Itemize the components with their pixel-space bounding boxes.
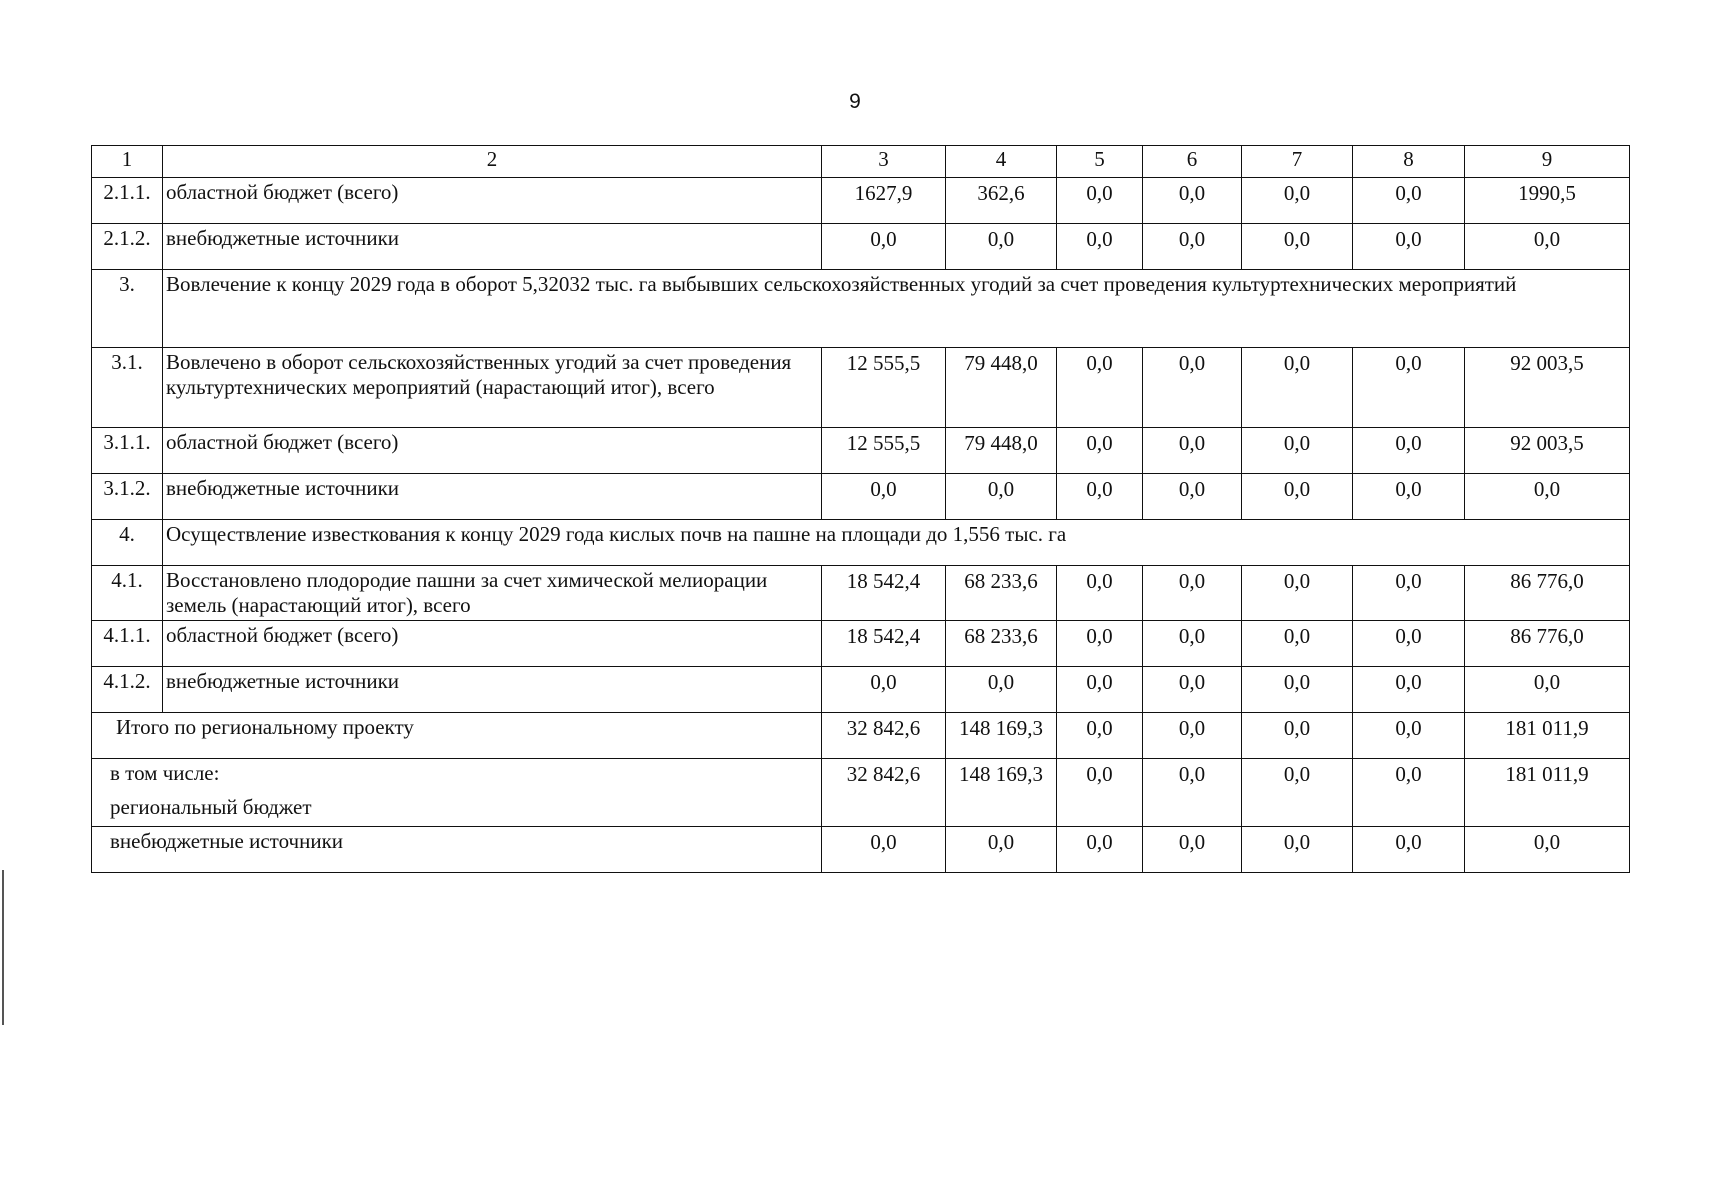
value-cell: 68 233,6 <box>946 566 1057 621</box>
table-row <box>92 348 1630 428</box>
value-cell: 18 542,4 <box>822 566 946 621</box>
total-label <box>92 713 822 759</box>
value-cell: 0,0 <box>946 827 1057 873</box>
value-cell: 0,0 <box>1057 428 1143 474</box>
row-label: внебюджетные источники <box>163 667 822 713</box>
section-row <box>92 520 1630 566</box>
value-cell: 0,0 <box>1143 621 1242 667</box>
value-cell: 0,0 <box>1057 224 1143 270</box>
value-cell: 0,0 <box>1465 827 1630 873</box>
value-cell: 0,0 <box>1242 759 1353 827</box>
section-title: Вовлечение к концу 2029 года в оборот 5,32032 тыс. га выбывших сельскохозяйственных угодий за счет проведения культуртехнических мероприятий <box>163 270 1630 348</box>
value-cell: 0,0 <box>1057 474 1143 520</box>
total-label-text: в том числе: <box>110 761 220 786</box>
row-number: 2.1.1. <box>92 178 163 224</box>
row-number: 3. <box>92 270 163 348</box>
value-cell: 0,0 <box>1465 474 1630 520</box>
row-label: внебюджетные источники <box>163 474 822 520</box>
row-number: 4. <box>92 520 163 566</box>
row-label: областной бюджет (всего) <box>163 178 822 224</box>
total-row <box>92 759 1630 827</box>
value-cell: 0,0 <box>1057 178 1143 224</box>
value-cell: 0,0 <box>1465 667 1630 713</box>
value-cell: 181 011,9 <box>1465 713 1630 759</box>
value-cell: 0,0 <box>1242 713 1353 759</box>
value-cell: 0,0 <box>822 224 946 270</box>
value-cell: 86 776,0 <box>1465 566 1630 621</box>
value-cell: 0,0 <box>1143 827 1242 873</box>
value-cell: 0,0 <box>1057 713 1143 759</box>
value-cell: 362,6 <box>946 178 1057 224</box>
value-cell: 0,0 <box>1143 178 1242 224</box>
value-cell: 0,0 <box>1057 667 1143 713</box>
header-cell-2: 2 <box>163 146 822 178</box>
value-cell: 0,0 <box>1143 224 1242 270</box>
page-number: 9 <box>849 90 861 113</box>
value-cell: 0,0 <box>1242 827 1353 873</box>
value-cell: 0,0 <box>1353 759 1465 827</box>
value-cell: 0,0 <box>1057 348 1143 428</box>
header-row <box>92 146 1630 178</box>
value-cell: 0,0 <box>822 827 946 873</box>
value-cell: 0,0 <box>1242 474 1353 520</box>
total-label <box>92 759 822 827</box>
row-number: 3.1.1. <box>92 428 163 474</box>
value-cell: 0,0 <box>1143 759 1242 827</box>
table-row <box>92 621 1630 667</box>
value-cell: 0,0 <box>1242 667 1353 713</box>
total-row <box>92 713 1630 759</box>
value-cell: 0,0 <box>1242 224 1353 270</box>
header-cell-7: 7 <box>1242 146 1353 178</box>
value-cell: 12 555,5 <box>822 348 946 428</box>
row-number: 3.1.2. <box>92 474 163 520</box>
value-cell: 0,0 <box>1353 428 1465 474</box>
budget-table <box>91 145 1630 873</box>
value-cell: 0,0 <box>1353 224 1465 270</box>
value-cell: 0,0 <box>946 224 1057 270</box>
value-cell: 0,0 <box>1353 566 1465 621</box>
row-label: Вовлечено в оборот сельскохозяйственных угодий за счет проведения культуртехнических мероприятий (нарастающий итог), всего <box>163 348 822 428</box>
value-cell: 0,0 <box>1242 428 1353 474</box>
row-label: Восстановлено плодородие пашни за счет химической мелиорации земель (нарастающий итог), всего <box>163 566 822 621</box>
header-cell-5: 5 <box>1057 146 1143 178</box>
value-cell: 0,0 <box>1143 348 1242 428</box>
value-cell: 86 776,0 <box>1465 621 1630 667</box>
value-cell: 0,0 <box>1242 621 1353 667</box>
value-cell: 68 233,6 <box>946 621 1057 667</box>
header-cell-3: 3 <box>822 146 946 178</box>
value-cell: 32 842,6 <box>822 759 946 827</box>
value-cell: 79 448,0 <box>946 348 1057 428</box>
value-cell: 0,0 <box>1353 667 1465 713</box>
row-label: внебюджетные источники <box>163 224 822 270</box>
value-cell: 0,0 <box>1143 667 1242 713</box>
header-cell-6: 6 <box>1143 146 1242 178</box>
header-cell-1: 1 <box>92 146 163 178</box>
row-number: 3.1. <box>92 348 163 428</box>
total-label <box>92 827 822 873</box>
value-cell: 92 003,5 <box>1465 428 1630 474</box>
table-row <box>92 474 1630 520</box>
value-cell: 0,0 <box>1353 621 1465 667</box>
value-cell: 0,0 <box>1143 474 1242 520</box>
header-cell-8: 8 <box>1353 146 1465 178</box>
value-cell: 92 003,5 <box>1465 348 1630 428</box>
value-cell: 0,0 <box>1242 566 1353 621</box>
value-cell: 0,0 <box>1057 566 1143 621</box>
table-row <box>92 667 1630 713</box>
value-cell: 0,0 <box>946 667 1057 713</box>
header-cell-9: 9 <box>1465 146 1630 178</box>
value-cell: 0,0 <box>1242 178 1353 224</box>
value-cell: 0,0 <box>1143 713 1242 759</box>
value-cell: 0,0 <box>1057 759 1143 827</box>
value-cell: 1627,9 <box>822 178 946 224</box>
section-title: Осуществление известкования к концу 2029 года кислых почв на пашне на площади до 1,556 тыс. га <box>163 520 1630 566</box>
row-number: 4.1. <box>92 566 163 621</box>
value-cell: 181 011,9 <box>1465 759 1630 827</box>
value-cell: 0,0 <box>1057 621 1143 667</box>
value-cell: 148 169,3 <box>946 713 1057 759</box>
value-cell: 0,0 <box>946 474 1057 520</box>
table-body <box>92 146 1630 873</box>
value-cell: 0,0 <box>1353 348 1465 428</box>
total-label-text: внебюджетные источники <box>110 829 344 854</box>
value-cell: 0,0 <box>822 474 946 520</box>
value-cell: 0,0 <box>1465 224 1630 270</box>
value-cell: 0,0 <box>1353 178 1465 224</box>
value-cell: 79 448,0 <box>946 428 1057 474</box>
table-row <box>92 224 1630 270</box>
row-number: 4.1.2. <box>92 667 163 713</box>
scan-margin-line <box>2 870 4 1025</box>
row-label: областной бюджет (всего) <box>163 621 822 667</box>
row-number: 4.1.1. <box>92 621 163 667</box>
value-cell: 148 169,3 <box>946 759 1057 827</box>
value-cell: 0,0 <box>1353 474 1465 520</box>
section-row <box>92 270 1630 348</box>
header-cell-4: 4 <box>946 146 1057 178</box>
value-cell: 18 542,4 <box>822 621 946 667</box>
total-row <box>92 827 1630 873</box>
value-cell: 0,0 <box>1143 428 1242 474</box>
value-cell: 1990,5 <box>1465 178 1630 224</box>
row-label: областной бюджет (всего) <box>163 428 822 474</box>
total-label-subtext: региональный бюджет <box>110 794 312 819</box>
value-cell: 12 555,5 <box>822 428 946 474</box>
table-row <box>92 178 1630 224</box>
value-cell: 0,0 <box>1353 713 1465 759</box>
row-number: 2.1.2. <box>92 224 163 270</box>
value-cell: 0,0 <box>1353 827 1465 873</box>
table-row <box>92 428 1630 474</box>
value-cell: 0,0 <box>1057 827 1143 873</box>
value-cell: 0,0 <box>1242 348 1353 428</box>
value-cell: 32 842,6 <box>822 713 946 759</box>
total-label-text: Итого по региональному проекту <box>116 715 414 740</box>
value-cell: 0,0 <box>822 667 946 713</box>
value-cell: 0,0 <box>1143 566 1242 621</box>
table-row <box>92 566 1630 621</box>
